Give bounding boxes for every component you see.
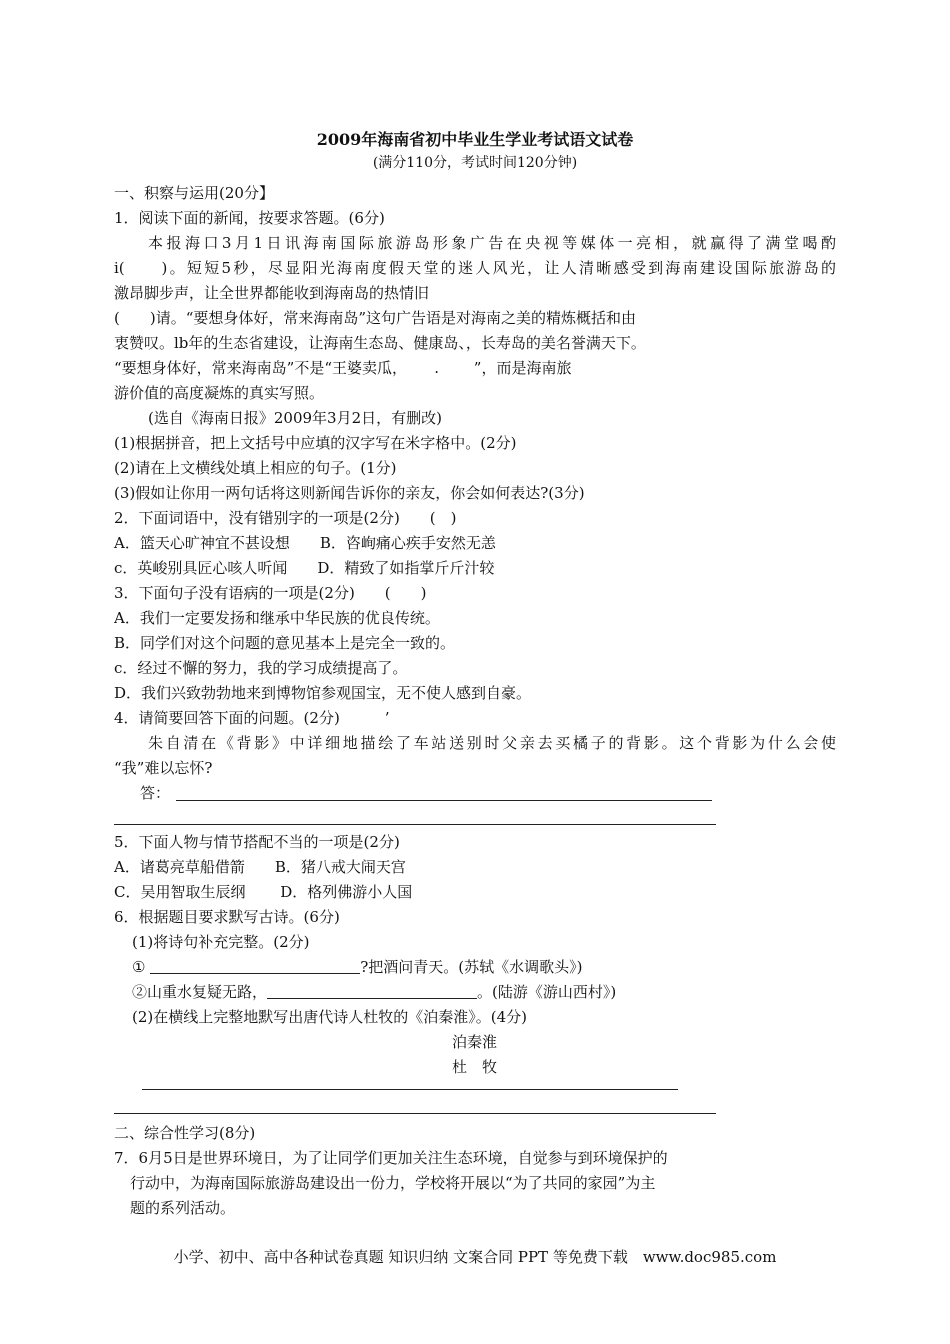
news-line-7: 游价值的高度凝炼的真实写照。 — [114, 384, 325, 402]
news-line-1: 本报海口3月1日讯海南国际旅游岛形象广告在央视等媒体一亮相，就赢得了满堂喝酌 — [148, 234, 836, 252]
q6-b-prefix: ②山重水复疑无路， — [132, 983, 268, 1001]
poem-answer-line-1[interactable] — [142, 1089, 678, 1090]
q7-line-2: 行动中，为海南国际旅游岛建设出一份力，学校将开展以“为了共同的家园”为主 — [130, 1174, 656, 1192]
q6-b-suffix: 。(陆游《游山西村》) — [477, 983, 617, 1001]
q7-line-1: 7．6月5日是世界环境日，为了让同学们更加关注生态环境，自觉参与到环境保护的 — [114, 1149, 668, 1167]
q4-text-line-2: “我”难以忘怀? — [114, 759, 213, 777]
page-subtitle: (满分110分，考试时间120分钟) — [372, 155, 578, 171]
q3-option-a: A．我们一定要发扬和继承中华民族的优良传统。 — [114, 609, 440, 627]
question-1: 1．阅读下面的新闻，按要求答题。(6分) — [114, 209, 385, 227]
q3-option-b: B．同学们对这个问题的意见基本上是完全一致的。 — [114, 634, 456, 652]
q4-answer-line-1[interactable] — [176, 800, 712, 801]
question-4: 4．请简要回答下面的问题。(2分) ’ — [114, 709, 390, 727]
q6-line-a — [132, 957, 582, 977]
q4-text-line-1: 朱自清在《背影》中详细地描绘了车站送别时父亲去买橘子的背影。这个背影为什么会使 — [148, 734, 836, 752]
q6-a-suffix: ?把酒问青天。(苏轼《水调歌头》) — [360, 958, 583, 976]
question-3: 3．下面句子没有语病的一项是(2分) ( ) — [114, 584, 427, 602]
news-line-5: 衷赞叹。lb年的生态省建设，让海南生态岛、健康岛、，长寿岛的美名誉满天下。 — [114, 334, 646, 352]
poem-author: 杜 牧 — [452, 1058, 498, 1076]
q1-sub-3: (3)假如让你用一两句话将这则新闻告诉你的亲友，你会如何表达?(3分) — [114, 484, 585, 502]
footer-download-note: 小学、初中、高中各种试卷真题 知识归纳 文案合同 PPT 等免费下载 www.doc985.com — [173, 1248, 777, 1266]
poem-answer-line-2[interactable] — [114, 1113, 716, 1114]
q6-line-b — [132, 982, 616, 1002]
section-2-heading: 二、综合性学习(8分) — [114, 1124, 256, 1142]
q5-options-ab: A．诸葛亮草船借箭 B．猪八戒大闹天宫 — [114, 858, 406, 876]
q5-options-cd: C．吴用智取生辰纲 D．格列佛游小人国 — [114, 883, 413, 901]
q3-option-c: c．经过不懈的努力，我的学习成绩提高了。 — [114, 659, 408, 677]
q4-answer-line-2[interactable] — [114, 824, 716, 825]
q4-answer-label: 答： — [140, 784, 171, 802]
news-line-3: 激昂脚步声，让全世界都能收到海南岛的热情旧 — [114, 284, 430, 302]
news-line-6: “要想身体好，常来海南岛”不是“王婆卖瓜， . ”，而是海南旅 — [114, 359, 572, 377]
news-line-2: i( )。短短5秒，尽显阳光海南度假天堂的迷人风光，让人清晰感受到海南建设国际旅游岛的 — [114, 259, 836, 277]
q1-sub-1: (1)根据拼音，把上文括号中应填的汉字写在米字格中。(2分) — [114, 434, 517, 452]
q1-sub-2: (2)请在上文横线处填上相应的句子。(1分) — [114, 459, 397, 477]
q6-part-1: (1)将诗句补充完整。(2分) — [132, 933, 310, 951]
question-2: 2．下面词语中，没有错别字的一项是(2分) ( ) — [114, 509, 457, 527]
q2-options-ab: A．篮天心旷神宜不甚设想 B．咨峋痛心疾手安然无恙 — [114, 534, 496, 552]
question-6: 6．根据题目要求默写古诗。(6分) — [114, 908, 340, 926]
news-line-4: ( )请。“要想身体好，常来海南岛”这句广告语是对海南之美的精炼概括和由 — [114, 309, 637, 327]
poem-title: 泊秦淮 — [452, 1033, 498, 1051]
q3-option-d: D．我们兴致勃勃地来到博物馆参观国宝，无不使人感到自豪。 — [114, 684, 532, 702]
q6-a-prefix: ① — [132, 958, 146, 976]
q2-options-cd: c．英峻别具匠心咳人听闻 D．精致了如指掌斤斤汁较 — [114, 559, 495, 577]
q6-part-2: (2)在横线上完整地默写出唐代诗人杜牧的《泊秦淮》。(4分) — [132, 1008, 527, 1026]
q7-line-3: 题的系列活动。 — [130, 1199, 236, 1217]
page-title: 2009年海南省初中毕业生学业考试语文试卷 — [316, 130, 634, 149]
q6-b-blank[interactable] — [267, 983, 477, 999]
q6-a-blank[interactable] — [150, 958, 360, 974]
question-5: 5．下面人物与情节搭配不当的一项是(2分) — [114, 833, 400, 851]
news-source: (选自《海南日报》2009年3月2日，有删改) — [148, 409, 442, 427]
section-1-heading: 一、积察与运用(20分】 — [114, 184, 274, 202]
